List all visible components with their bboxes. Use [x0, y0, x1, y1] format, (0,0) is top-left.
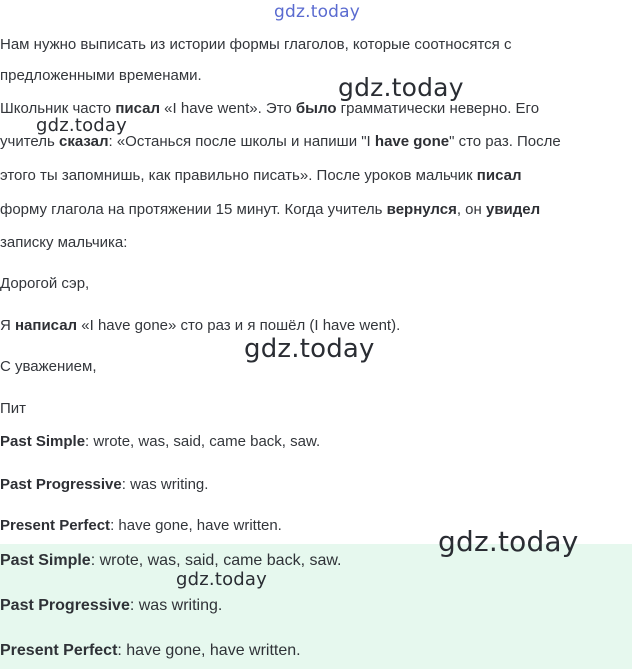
story-text: Дорогой сэр, — [0, 275, 90, 292]
story-text: «I have went». Это — [160, 100, 296, 117]
letter-body — [0, 317, 400, 335]
verb-highlight: увидел — [485, 201, 541, 218]
story-text: форму глагола на протяжении 15 минут. Когда учитель — [0, 201, 387, 218]
summary-present-perfect — [0, 517, 282, 535]
tense-forms: : wrote, was, said, came back, saw. — [90, 552, 342, 569]
answer-past-simple — [0, 551, 341, 571]
story-text: грамматически неверно. Его — [336, 100, 540, 117]
watermark: gdz.today — [438, 525, 579, 558]
story-text: «I have gone» сто раз и я пошёл (I have went). — [77, 317, 401, 334]
summary-past-progressive — [0, 476, 208, 494]
tense-label: Past Simple — [0, 552, 91, 569]
story-text: " сто раз. После — [449, 133, 561, 150]
story-line — [0, 201, 540, 219]
tense-forms: : was writing. — [129, 597, 223, 614]
tense-label: Past Simple — [0, 433, 86, 450]
story-line — [0, 234, 127, 252]
answer-past-progressive — [0, 596, 222, 616]
story-text: : «Останься после школы и напиши "I — [108, 133, 375, 150]
watermark-top: gdz.today — [274, 2, 361, 22]
watermark: gdz.today — [338, 73, 464, 102]
story-text: учитель — [0, 133, 59, 150]
tense-label: Past Progressive — [0, 597, 130, 614]
verb-highlight: have gone — [374, 133, 450, 150]
story-line — [0, 167, 521, 185]
verb-highlight: написал — [15, 317, 78, 334]
summary-past-simple — [0, 433, 320, 451]
tense-forms: : have gone, have written. — [110, 517, 282, 534]
tense-forms: : have gone, have written. — [117, 642, 301, 659]
verb-highlight: вернулся — [386, 201, 457, 218]
verb-highlight: писал — [476, 167, 522, 184]
verb-highlight: писал — [115, 100, 161, 117]
tense-label: Past Progressive — [0, 476, 122, 493]
letter-signature — [0, 400, 26, 418]
watermark: gdz.today — [244, 334, 375, 364]
task-intro-line-2 — [0, 67, 202, 85]
tense-forms: : wrote, was, said, came back, saw. — [85, 433, 321, 450]
watermark: gdz.today — [176, 569, 268, 590]
verb-highlight: было — [295, 100, 337, 117]
letter-closing — [0, 358, 97, 376]
story-text: , он — [456, 201, 486, 218]
intro-text: предложенными временами. — [0, 67, 202, 84]
watermark: gdz.today — [36, 115, 128, 136]
tense-label: Present Perfect — [0, 517, 111, 534]
tense-forms: : was writing. — [121, 476, 209, 493]
story-text: Я — [0, 317, 15, 334]
story-text: Пит — [0, 400, 27, 417]
intro-text: Нам нужно выписать из истории формы глаголов, которые соотносятся с — [0, 36, 512, 53]
story-text: С уважением, — [0, 358, 97, 375]
story-text: записку мальчика: — [0, 234, 128, 251]
story-text: Школьник часто — [0, 100, 116, 117]
story-text: этого ты запомнишь, как правильно писать». После уроков мальчик — [0, 167, 477, 184]
answer-present-perfect — [0, 641, 301, 661]
verb-highlight: сказал — [58, 133, 109, 150]
letter-greeting — [0, 275, 89, 293]
task-intro-line-1 — [0, 36, 511, 54]
tense-label: Present Perfect — [0, 642, 118, 659]
